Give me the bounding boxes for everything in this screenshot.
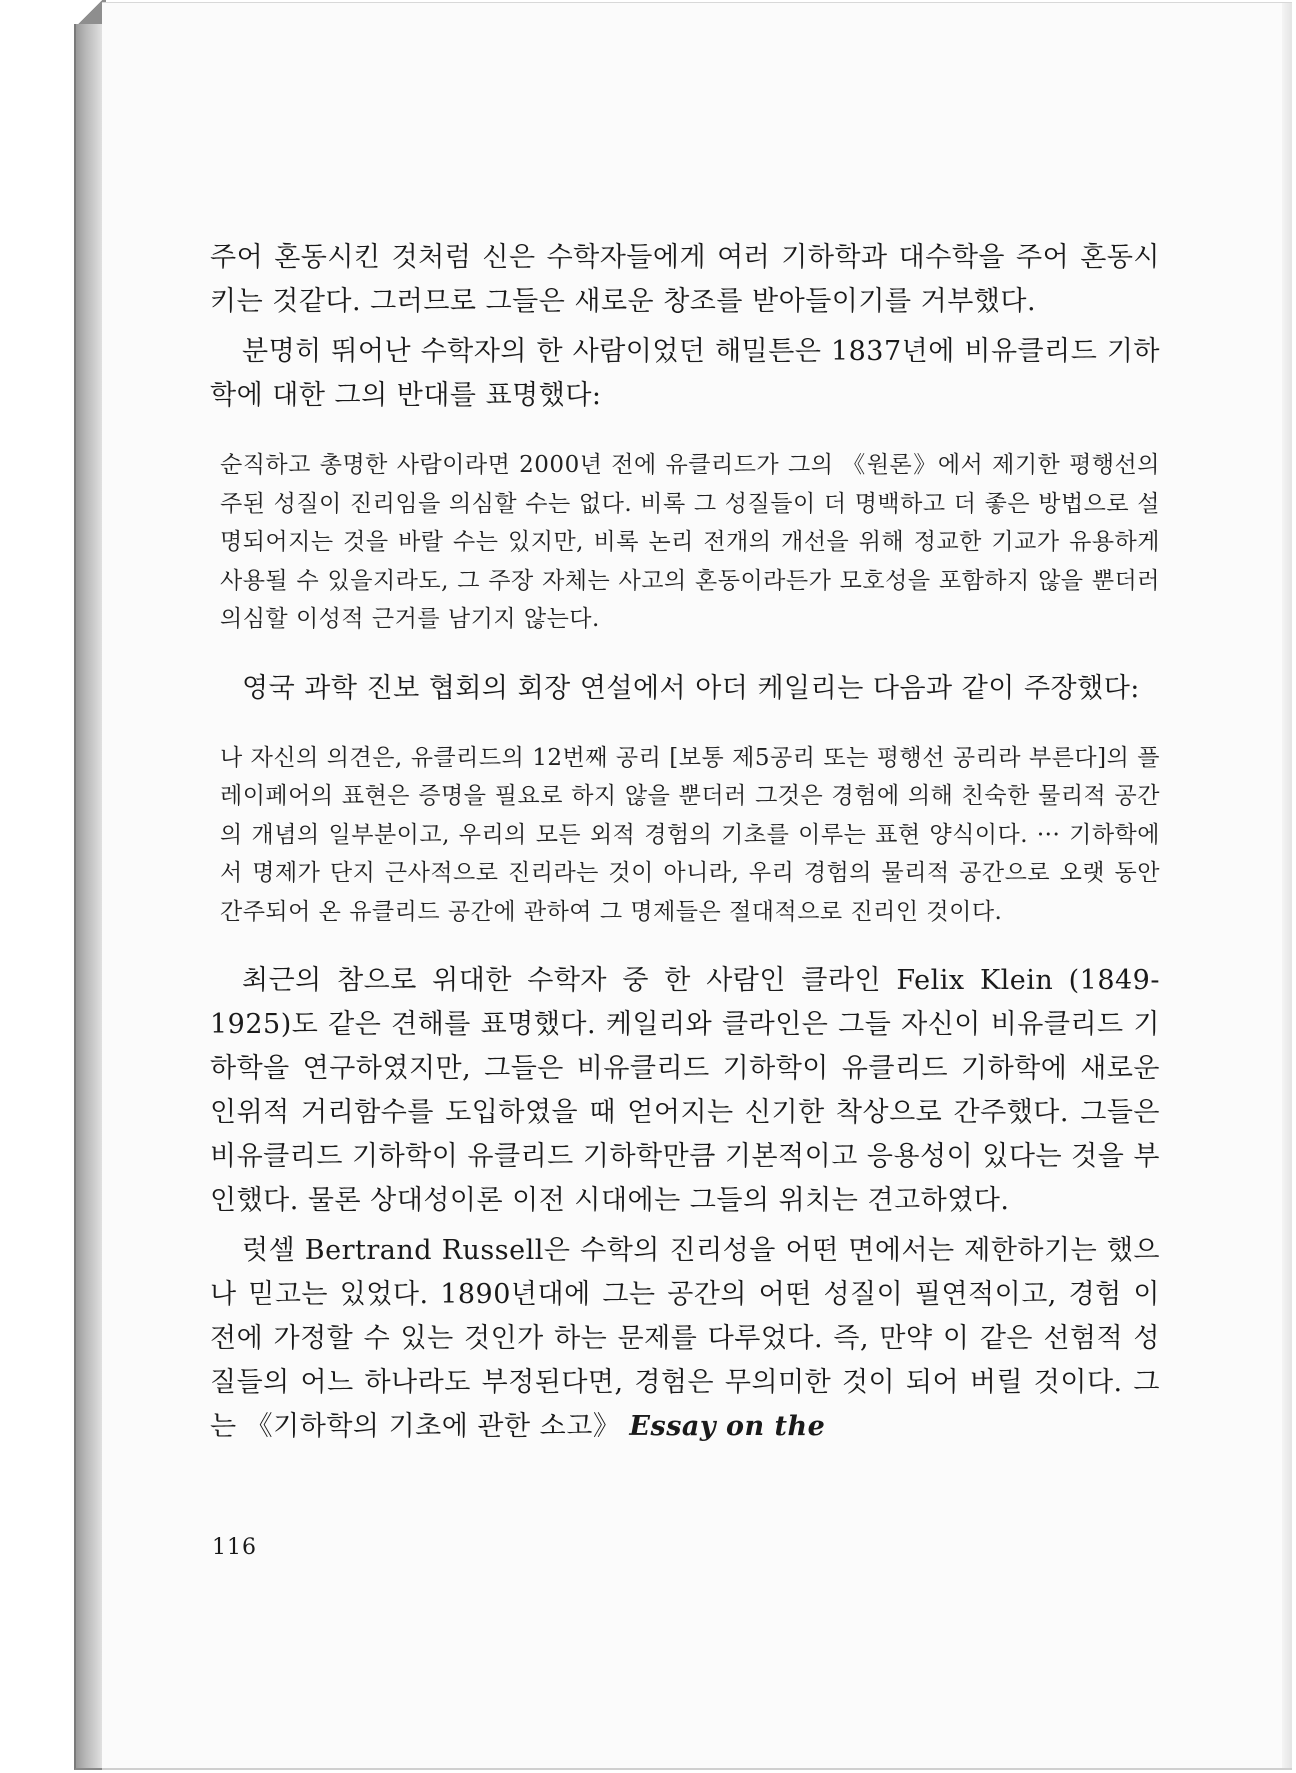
paragraph-5-book-title: Essay on the (629, 1411, 826, 1442)
page-number: 116 (212, 1535, 257, 1560)
page-content (210, 236, 1160, 1449)
paragraph-5-text: 럿셀 Bertrand Russell은 수학의 진리성을 어떤 면에서는 제한하기는 했으나 믿고는 있었다. 1890년대에 그는 공간의 어떤 성질이 필연적이고, 경험 이전에 가정할 수 있는 것인가 하는 문제를 다루었다. 즉, 만약 이 같은 선험적 성질들의 어느 하나라도 부정된다면, 경험은 무의미한 것이 되어 버릴 것이다. 그는 《기하학의 기초에 관한 소고》 (210, 1235, 1160, 1442)
quote-cayley: 나 자신의 의견은, 유클리드의 12번째 공리 [보통 제5공리 또는 평행선 공리라 부른다]의 플레이페어의 표현은 증명을 필요로 하지 않을 뿐더러 그것은 경험에 의해 친숙한 물리적 공간의 개념의 일부분이고, 우리의 모든 외적 경험의 기초를 이루는 표현 양식이다. ··· 기하학에서 명제가 단지 근사적으로 진리라는 것이 아니라, 우리 경험의 물리적 공간으로 오랫 동안 간주되어 온 유클리드 공간에 관하여 그 명제들은 절대적으로 진리인 것이다. (220, 744, 1160, 925)
paragraph-1: 주어 혼동시킨 것처럼 신은 수학자들에게 여러 기하학과 대수학을 주어 혼동시키는 것같다. 그러므로 그들은 새로운 창조를 받아들이기를 거부했다. (210, 242, 1160, 317)
quote-hamilton: 순직하고 총명한 사람이라면 2000년 전에 유클리드가 그의 《원론》에서 제기한 평행선의 주된 성질이 진리임을 의심할 수는 없다. 비록 그 성질들이 더 명백하고 더 좋은 방법으로 설명되어지는 것을 바랄 수는 있지만, 비록 논리 전개의 개선을 위해 정교한 기교가 유용하게 사용될 수 있을지라도, 그 주장 자체는 사고의 혼동이라든가 모호성을 포함하지 않을 뿐더러 의심할 이성적 근거를 남기지 않는다. (220, 452, 1160, 632)
page-right-edge (1282, 3, 1292, 1768)
paragraph-3: 영국 과학 진보 협회의 회장 연설에서 아더 케일리는 다음과 같이 주장했다: (242, 672, 1140, 704)
paragraph-4: 최근의 참으로 위대한 수학자 중 한 사람인 클라인 Felix Klein (1849-1925)도 같은 견해를 표명했다. 케일리와 클라인은 그들 자신이 비유클리드 기하학을 연구하였지만, 그들은 비유클리드 기하학이 유클리드 기하학에 새로운 인위적 거리함수를 도입하였을 때 얻어지는 신기한 착상으로 간주했다. 그들은 비유클리드 기하학이 유클리드 기하학만큼 기본적이고 응용성이 있다는 것을 부인했다. 물론 상대성이론 이전 시대에는 그들의 위치는 견고하였다. (210, 965, 1160, 1216)
book-spine-edge (74, 6, 104, 1770)
paragraph-5 (210, 1229, 1160, 1449)
paragraph-2: 분명히 뛰어난 수학자의 한 사람이었던 해밀튼은 1837년에 비유클리드 기하학에 대한 그의 반대를 표명했다: (210, 336, 1160, 411)
